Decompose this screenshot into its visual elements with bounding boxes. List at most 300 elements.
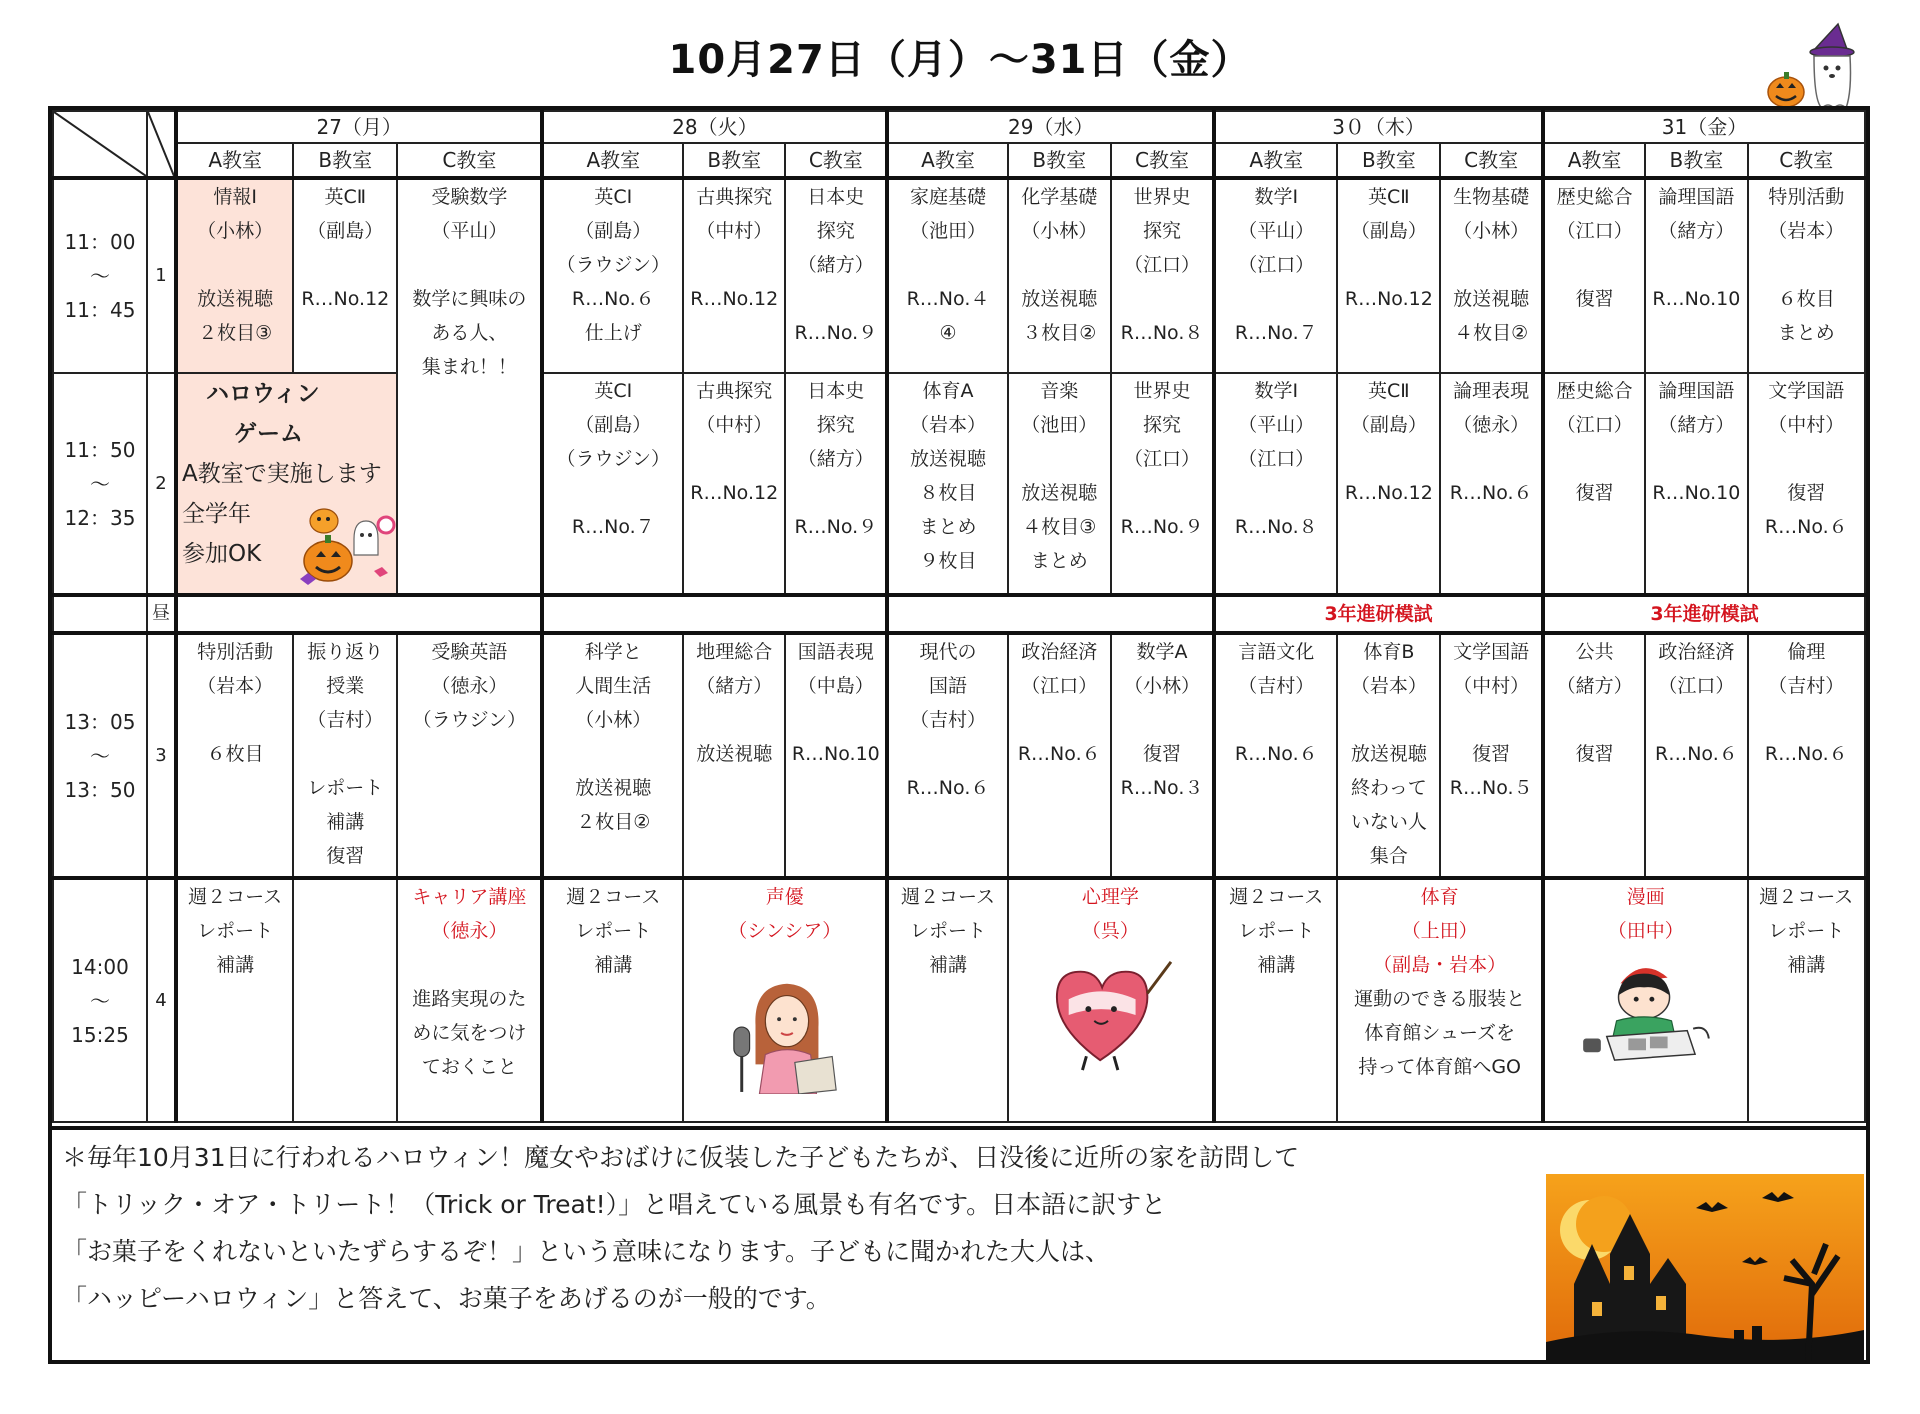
cell-line: R…No.７ <box>1234 322 1318 344</box>
cell-line: （副島） <box>307 220 384 242</box>
class-cell <box>176 633 293 878</box>
cell-line: 英CⅠ <box>594 380 633 402</box>
cell-line <box>684 442 784 476</box>
class-cell <box>542 178 683 373</box>
cell-line: 持って体育館へGO <box>1358 1056 1521 1078</box>
cell-line: （緒方） <box>1658 414 1735 436</box>
cell-line: 放送視聴 <box>1453 288 1530 310</box>
day-header-27: 27（月） <box>176 111 542 143</box>
halloween-game-event: ハロウィン ゲーム A教室で実施します 全学年 参加OK <box>176 373 397 595</box>
cell-line: R…No.10 <box>791 743 880 765</box>
cell-line: 世界史 <box>1133 380 1191 402</box>
cell-line: 国語 <box>928 675 967 697</box>
class-cell <box>1008 373 1111 595</box>
cell-line: ４枚目② <box>1454 322 1529 344</box>
cell-line <box>1009 442 1110 476</box>
cell-line <box>1646 442 1746 476</box>
cell-line: 復習 <box>1143 743 1182 765</box>
cell-line: （平山） <box>431 220 508 242</box>
cell-line: （徳永） <box>431 675 508 697</box>
cell-line: 音楽 <box>1040 380 1079 402</box>
cell-line: 週２コース <box>1759 886 1854 908</box>
cell-line: 英CⅡ <box>324 186 367 208</box>
cell-line: （中村） <box>696 220 773 242</box>
class-cell <box>887 373 1007 595</box>
day-header-28: 28（火） <box>542 111 887 143</box>
cell-line: 日本史 <box>807 186 865 208</box>
cell-line: （江口） <box>1238 254 1315 276</box>
cell-line: （緒方） <box>797 254 874 276</box>
class-cell <box>683 178 785 373</box>
cell-line: （岩本） <box>197 675 274 697</box>
cell-line: レポート <box>1768 920 1845 942</box>
mock-exam-label: 3年進研模試 <box>1214 595 1543 633</box>
class-cell <box>785 633 887 878</box>
class-cell <box>1214 633 1337 878</box>
cell-line: （池田） <box>1021 414 1098 436</box>
class-cell <box>1440 633 1543 878</box>
cell-line: 仕上げ <box>584 322 642 344</box>
cell-line: R…No.６ <box>571 288 655 310</box>
cell-line: （吉村） <box>909 709 986 731</box>
cell-line: 英CⅠ <box>594 186 633 208</box>
heart-teacher-icon <box>1041 954 1179 1072</box>
cell-line: （副島） <box>1350 414 1427 436</box>
class-cell <box>1645 633 1747 878</box>
cell-line: 生物基礎 <box>1453 186 1530 208</box>
cell-line <box>1441 703 1541 737</box>
note-line: ＊毎年10月31日に行われるハロウィン！魔女やおばけに仮装した子どもたちが、日没後に近所の家を訪問して <box>62 1143 1300 1172</box>
class-cell <box>683 373 785 595</box>
cell-line: 数学A <box>1136 641 1188 663</box>
voice-actor-icon <box>726 966 844 1094</box>
cell-line <box>1338 248 1439 282</box>
cell-line: まとめ <box>1777 322 1835 344</box>
cell-line: 英CⅡ <box>1368 380 1410 402</box>
cell-line: R…No.12 <box>301 288 390 310</box>
cell-line: （平山） <box>1238 414 1315 436</box>
room-header-b: B教室 <box>1337 143 1440 178</box>
class-cell <box>1337 633 1440 878</box>
cell-line: 放送視聴 <box>909 448 986 470</box>
cell-line: （中島） <box>797 675 874 697</box>
cell-line: （徳永） <box>431 920 508 942</box>
cell-line: 補講 <box>1787 954 1826 976</box>
cell-line <box>294 248 396 282</box>
cell-line: 放送視聴 <box>575 777 652 799</box>
cell-line: ８枚目 <box>919 482 977 504</box>
cell-line: （緒方） <box>696 675 773 697</box>
room-header-a: A教室 <box>1543 143 1645 178</box>
cell-line: 終わって <box>1350 777 1427 799</box>
period-2-row <box>53 373 1865 595</box>
cell-line: （田中） <box>1607 920 1684 942</box>
cell-line: 放送視聴 <box>197 288 274 310</box>
cell-line: R…No.12 <box>1344 482 1433 504</box>
cell-line: 補講 <box>326 811 365 833</box>
cell-line: 体育館シューズを <box>1364 1022 1515 1044</box>
cell-line: （江口） <box>1238 448 1315 470</box>
cell-line: R…No.９ <box>1120 516 1204 538</box>
cell-line: （江口） <box>1124 254 1201 276</box>
timetable-grid <box>52 110 1866 1123</box>
class-cell <box>1543 373 1645 595</box>
cell-line: ４枚目③ <box>1022 516 1097 538</box>
day-header-29: 29（水） <box>887 111 1214 143</box>
cell-line: R…No.８ <box>1234 516 1318 538</box>
cell-line: 授業 <box>326 675 365 697</box>
room-header-b: B教室 <box>683 143 785 178</box>
cell-line: 放送視聴 <box>696 743 773 765</box>
class-cell <box>1748 373 1865 595</box>
cell-line: R…No.６ <box>1764 743 1848 765</box>
cell-line: （江口） <box>1124 448 1201 470</box>
cell-line: 文学国語 <box>1768 380 1845 402</box>
cell-line <box>1441 248 1541 282</box>
cell-line: 探究 <box>1143 414 1182 436</box>
room-header-a: A教室 <box>542 143 683 178</box>
empty-cell <box>293 878 397 1122</box>
cell-line: ておくこと <box>421 1056 517 1078</box>
class-cell <box>1214 178 1337 373</box>
cell-line <box>178 703 292 737</box>
note-line: 「ハッピーハロウィン」と答えて、お菓子をあげるのが一般的です。 <box>62 1284 831 1313</box>
cell-line: 受験英語 <box>431 641 508 663</box>
class-cell <box>176 878 293 1122</box>
cell-line <box>1441 442 1541 476</box>
voice-actor-lecture-cell <box>683 878 887 1122</box>
pe-lecture-cell <box>1337 878 1543 1122</box>
cell-line: めに気をつけ <box>412 1022 527 1044</box>
ghost-witch-pumpkin-icon <box>1752 22 1862 112</box>
day-header-30: 3０（木） <box>1214 111 1543 143</box>
class-cell <box>293 178 397 373</box>
cell-line <box>1646 248 1746 282</box>
cell-line: （小林） <box>1021 220 1098 242</box>
class-cell <box>1645 373 1747 595</box>
cell-line <box>786 703 885 737</box>
cell-line <box>544 737 682 771</box>
cell-line: （緒方） <box>797 448 874 470</box>
cell-line: レポート <box>575 920 652 942</box>
cell-line <box>1112 282 1212 316</box>
cell-line: （副島） <box>575 220 652 242</box>
class-cell <box>1008 178 1111 373</box>
lunch-label: 昼 <box>147 595 176 633</box>
room-header-a: A教室 <box>176 143 293 178</box>
cell-line: （ラウジン） <box>412 709 527 731</box>
corner-cell-narrow <box>147 111 176 178</box>
cell-line: 日本史 <box>807 380 865 402</box>
cell-line: 探究 <box>816 220 855 242</box>
cell-line: 週２コース <box>900 886 996 908</box>
cell-line: 情報Ⅰ <box>213 186 257 208</box>
cell-line: 論理表現 <box>1453 380 1530 402</box>
cell-line: R…No.８ <box>1120 322 1204 344</box>
cell-line: まとめ <box>1030 550 1088 572</box>
class-cell <box>887 178 1007 373</box>
cell-line: 現代の <box>919 641 977 663</box>
cell-line <box>1216 282 1336 316</box>
lunch-row <box>53 595 1865 633</box>
cell-line: （副島） <box>575 414 652 436</box>
class-cell <box>1111 373 1214 595</box>
cell-line <box>1749 703 1864 737</box>
period-time: 11：00 〜 11：45 <box>53 178 147 373</box>
cell-line: R…No.９ <box>794 516 878 538</box>
cell-line: （ラウジン） <box>556 448 671 470</box>
period-time: 13：05 〜 13：50 <box>53 633 147 878</box>
period-number: 3 <box>147 633 176 878</box>
cell-line: 週２コース <box>1229 886 1324 908</box>
cell-line: 振り返り <box>307 641 384 663</box>
schedule-table <box>48 106 1870 1364</box>
page-title: 10月27日（月）〜31日（金） <box>668 37 1252 83</box>
class-cell <box>542 633 683 878</box>
room-header-a: A教室 <box>887 143 1007 178</box>
cell-line <box>1216 703 1336 737</box>
class-cell <box>1337 373 1440 595</box>
cell-line <box>1545 703 1644 737</box>
cell-line: 政治経済 <box>1021 641 1098 663</box>
cell-line: （緒方） <box>1658 220 1735 242</box>
cell-line: （岩本） <box>909 414 986 436</box>
cell-line: 復習 <box>1472 743 1511 765</box>
room-header-c: C教室 <box>1111 143 1214 178</box>
cell-line: 歴史総合 <box>1556 186 1633 208</box>
cell-line: （呉） <box>1081 920 1139 942</box>
cell-line: R…No.６ <box>1655 743 1738 765</box>
cell-line <box>1009 703 1110 737</box>
period-time: 11：50 〜 12：35 <box>53 373 147 595</box>
lunch-cell <box>176 595 542 633</box>
cell-line: 復習 <box>1575 288 1614 310</box>
cell-line: 数学Ⅰ <box>1254 380 1299 402</box>
cell-line: キャリア講座 <box>412 886 527 908</box>
cell-line: R…No.６ <box>1764 516 1848 538</box>
cell-line: 声優 <box>765 886 804 908</box>
cell-line: 歴史総合 <box>1556 380 1633 402</box>
cell-line: レポート <box>197 920 274 942</box>
cell-line: 数学に興味の <box>412 288 527 310</box>
cell-line: ある人、 <box>431 322 508 344</box>
cell-line: R…No.５ <box>1449 777 1533 799</box>
cell-line: R…No.７ <box>571 516 655 538</box>
class-cell <box>1008 633 1111 878</box>
cell-line: R…No.６ <box>1017 743 1101 765</box>
lunch-cell <box>542 595 887 633</box>
cell-line: 文学国語 <box>1453 641 1530 663</box>
period-3-row <box>53 633 1865 878</box>
period-time: 14:00 〜 15:25 <box>53 878 147 1122</box>
cell-line <box>398 248 540 282</box>
cell-line: 補講 <box>594 954 633 976</box>
room-header-c: C教室 <box>1440 143 1543 178</box>
period-number: 2 <box>147 373 176 595</box>
cell-line: R…No.４ <box>906 288 990 310</box>
cell-line: ９枚目 <box>919 550 977 572</box>
cell-line: ６枚目 <box>206 743 264 765</box>
note-line: 「お菓子をくれないといたずらするぞ！」という意味になります。子どもに聞かれた大人は、 <box>62 1237 1111 1266</box>
cell-line: 補講 <box>928 954 967 976</box>
cell-line: 特別活動 <box>197 641 274 663</box>
class-cell <box>1440 178 1543 373</box>
manga-lecture-cell <box>1543 878 1748 1122</box>
class-cell <box>1748 178 1865 373</box>
cell-line: （中村） <box>696 414 773 436</box>
cell-line <box>398 948 540 982</box>
cell-line: R…No.６ <box>1234 743 1318 765</box>
cell-line: 週２コース <box>566 886 661 908</box>
cell-line: 運動のできる服装と <box>1354 988 1526 1010</box>
cell-line: （江口） <box>1556 414 1633 436</box>
cell-line: R…No.12 <box>690 288 779 310</box>
cell-line <box>889 248 1006 282</box>
cell-line: ④ <box>939 322 957 344</box>
cell-line: R…No.12 <box>690 482 779 504</box>
cell-line: R…No.10 <box>1652 482 1741 504</box>
cell-line: 探究 <box>816 414 855 436</box>
cell-line: （副島） <box>1350 220 1427 242</box>
cell-line: 古典探究 <box>696 186 773 208</box>
cell-line: レポート <box>1238 920 1315 942</box>
class-cell <box>1214 878 1337 1122</box>
room-header-c: C教室 <box>1748 143 1865 178</box>
room-header-a: A教室 <box>1214 143 1337 178</box>
cell-line: 週２コース <box>188 886 283 908</box>
cell-line: （中村） <box>1768 414 1845 436</box>
class-cell <box>1214 373 1337 595</box>
cell-line: （シンシア） <box>728 920 842 942</box>
mock-exam-label: 3年進研模試 <box>1543 595 1865 633</box>
cell-line: （岩本） <box>1768 220 1845 242</box>
cell-line: 特別活動 <box>1768 186 1845 208</box>
cell-line: 受験数学 <box>431 186 508 208</box>
cell-line: 補講 <box>216 954 255 976</box>
cell-line <box>786 282 885 316</box>
period-1-row <box>53 178 1865 373</box>
cell-line: （吉村） <box>1238 675 1315 697</box>
class-cell <box>1111 178 1214 373</box>
cell-line: 倫理 <box>1787 641 1826 663</box>
period-4-row <box>53 878 1865 1122</box>
cell-line: まとめ <box>919 516 977 538</box>
class-cell <box>542 878 683 1122</box>
day-header-31: 31（金） <box>1543 111 1865 143</box>
cell-line: ２枚目③ <box>198 322 273 344</box>
class-cell <box>1337 178 1440 373</box>
cell-line <box>1749 442 1864 476</box>
cell-line: 人間生活 <box>575 675 652 697</box>
cell-line: 心理学 <box>1081 886 1139 908</box>
cell-line: （吉村） <box>307 709 384 731</box>
cell-line: （中村） <box>1453 675 1530 697</box>
cell-line: （小林） <box>1453 220 1530 242</box>
cell-line: 集合 <box>1369 845 1408 867</box>
cell-line: 集まれ！！ <box>421 356 517 378</box>
cell-line <box>1338 442 1439 476</box>
cell-line: 言語文化 <box>1238 641 1315 663</box>
class-cell <box>1111 633 1214 878</box>
cell-line <box>786 476 885 510</box>
career-lecture-cell <box>397 878 542 1122</box>
halloween-note <box>52 1126 1866 1364</box>
cell-line: R…No.６ <box>906 777 990 799</box>
corner-cell <box>53 111 147 178</box>
cell-line: R…No.３ <box>1120 777 1204 799</box>
cell-line <box>1009 248 1110 282</box>
cell-line: 放送視聴 <box>1350 743 1427 765</box>
cell-line <box>684 703 784 737</box>
cell-line: 論理国語 <box>1658 186 1735 208</box>
room-header-c: C教室 <box>785 143 887 178</box>
cell-line: （小林） <box>575 709 652 731</box>
manga-artist-icon <box>1577 956 1715 1064</box>
cell-line: （小林） <box>197 220 274 242</box>
cell-line: 復習 <box>1575 482 1614 504</box>
room-header-b: B教室 <box>293 143 397 178</box>
cell-line: 論理国語 <box>1658 380 1735 402</box>
cell-line: 家庭基礎 <box>909 186 986 208</box>
cell-line: （江口） <box>1556 220 1633 242</box>
cell-line: 復習 <box>326 845 365 867</box>
cell-line: （吉村） <box>1768 675 1845 697</box>
class-cell <box>1543 633 1645 878</box>
cell-line: 英CⅡ <box>1368 186 1410 208</box>
cell-line: 体育A <box>922 380 974 402</box>
cell-line: （平山） <box>1238 220 1315 242</box>
cell-line: （池田） <box>909 220 986 242</box>
cell-line: 数学Ⅰ <box>1254 186 1299 208</box>
cell-line: （上田） <box>1401 920 1478 942</box>
class-cell <box>1440 373 1543 595</box>
cell-line: （岩本） <box>1350 675 1427 697</box>
cell-line: 化学基礎 <box>1021 186 1098 208</box>
room-header-b: B教室 <box>1008 143 1111 178</box>
class-cell <box>293 633 397 878</box>
cell-line: ２枚目② <box>576 811 651 833</box>
lunch-cell <box>887 595 1214 633</box>
class-cell <box>887 878 1007 1122</box>
note-line: 「トリック・オア・トリート！（Trick or Treat!）」と唱えている風景も有名です。日本語に訳すと <box>62 1190 1167 1219</box>
class-cell <box>1543 178 1645 373</box>
cell-line: （江口） <box>1021 675 1098 697</box>
cell-line: 政治経済 <box>1658 641 1735 663</box>
cell-line: 公共 <box>1575 641 1614 663</box>
cell-line: 地理総合 <box>696 641 773 663</box>
class-cell <box>683 633 785 878</box>
class-cell <box>397 633 542 878</box>
cell-line: R…No.９ <box>794 322 878 344</box>
pumpkin-candy-icon <box>288 499 397 589</box>
cell-line: 進路実現のた <box>412 988 527 1010</box>
class-cell <box>542 373 683 595</box>
cell-line <box>1749 248 1864 282</box>
cell-line: R…No.12 <box>1344 288 1433 310</box>
cell-line: 体育B <box>1363 641 1415 663</box>
cell-line: 放送視聴 <box>1021 288 1098 310</box>
cell-line <box>684 248 784 282</box>
class-cell <box>1645 178 1747 373</box>
cell-line: 探究 <box>1143 220 1182 242</box>
cell-line: 古典探究 <box>696 380 773 402</box>
cell-line: ３枚目② <box>1022 322 1097 344</box>
cell-line: 世界史 <box>1133 186 1191 208</box>
class-cell <box>1748 878 1865 1122</box>
cell-line <box>294 737 396 771</box>
class-cell <box>1748 633 1865 878</box>
cell-line <box>544 476 682 510</box>
